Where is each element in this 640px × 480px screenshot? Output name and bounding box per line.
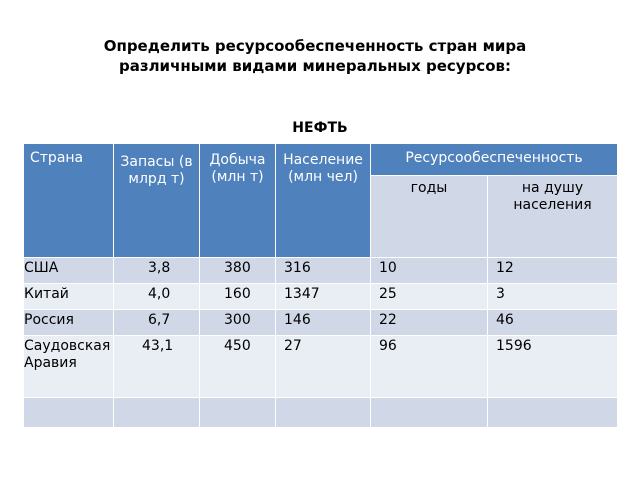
cell-per-capita: 3 bbox=[488, 284, 618, 310]
cell-reserves bbox=[114, 398, 200, 428]
cell-reserves: 43,1 bbox=[114, 336, 200, 398]
cell-years: 25 bbox=[371, 284, 488, 310]
cell-production: 450 bbox=[200, 336, 276, 398]
cell-production: 380 bbox=[200, 258, 276, 284]
cell-per-capita: 12 bbox=[488, 258, 618, 284]
header-country: Страна bbox=[24, 144, 114, 258]
header-production: Добыча (млн т) bbox=[200, 144, 276, 258]
cell-per-capita bbox=[488, 398, 618, 428]
cell-population: 146 bbox=[276, 310, 371, 336]
cell-reserves: 3,8 bbox=[114, 258, 200, 284]
table-row bbox=[24, 284, 618, 310]
cell-years: 22 bbox=[371, 310, 488, 336]
cell-population: 1347 bbox=[276, 284, 371, 310]
cell-years: 10 bbox=[371, 258, 488, 284]
table-row bbox=[24, 398, 618, 428]
cell-years: 96 bbox=[371, 336, 488, 398]
cell-production: 160 bbox=[200, 284, 276, 310]
resource-table bbox=[23, 143, 618, 428]
table-row bbox=[24, 258, 618, 284]
cell-country: Саудовская Аравия bbox=[24, 336, 114, 398]
cell-country bbox=[24, 398, 114, 428]
page-title: Определить ресурсообеспеченность стран мира различными видами минеральных ресурсов: bbox=[103, 37, 527, 75]
table-row bbox=[24, 310, 618, 336]
section-title: НЕФТЬ bbox=[292, 120, 348, 136]
header-years: годы bbox=[371, 176, 488, 258]
cell-country: Китай bbox=[24, 284, 114, 310]
cell-population bbox=[276, 398, 371, 428]
cell-production: 300 bbox=[200, 310, 276, 336]
cell-reserves: 4,0 bbox=[114, 284, 200, 310]
header-resource-availability: Ресурсообеспеченность bbox=[371, 144, 618, 176]
cell-population: 27 bbox=[276, 336, 371, 398]
cell-production bbox=[200, 398, 276, 428]
header-reserves: Запасы (в млрд т) bbox=[114, 144, 200, 258]
table-row bbox=[24, 336, 618, 398]
cell-per-capita: 46 bbox=[488, 310, 618, 336]
cell-years bbox=[371, 398, 488, 428]
cell-reserves: 6,7 bbox=[114, 310, 200, 336]
cell-country: Россия bbox=[24, 310, 114, 336]
cell-country: США bbox=[24, 258, 114, 284]
cell-population: 316 bbox=[276, 258, 371, 284]
header-per-capita: на душу населения bbox=[488, 176, 618, 258]
cell-per-capita: 1596 bbox=[488, 336, 618, 398]
header-population: Население (млн чел) bbox=[276, 144, 371, 258]
